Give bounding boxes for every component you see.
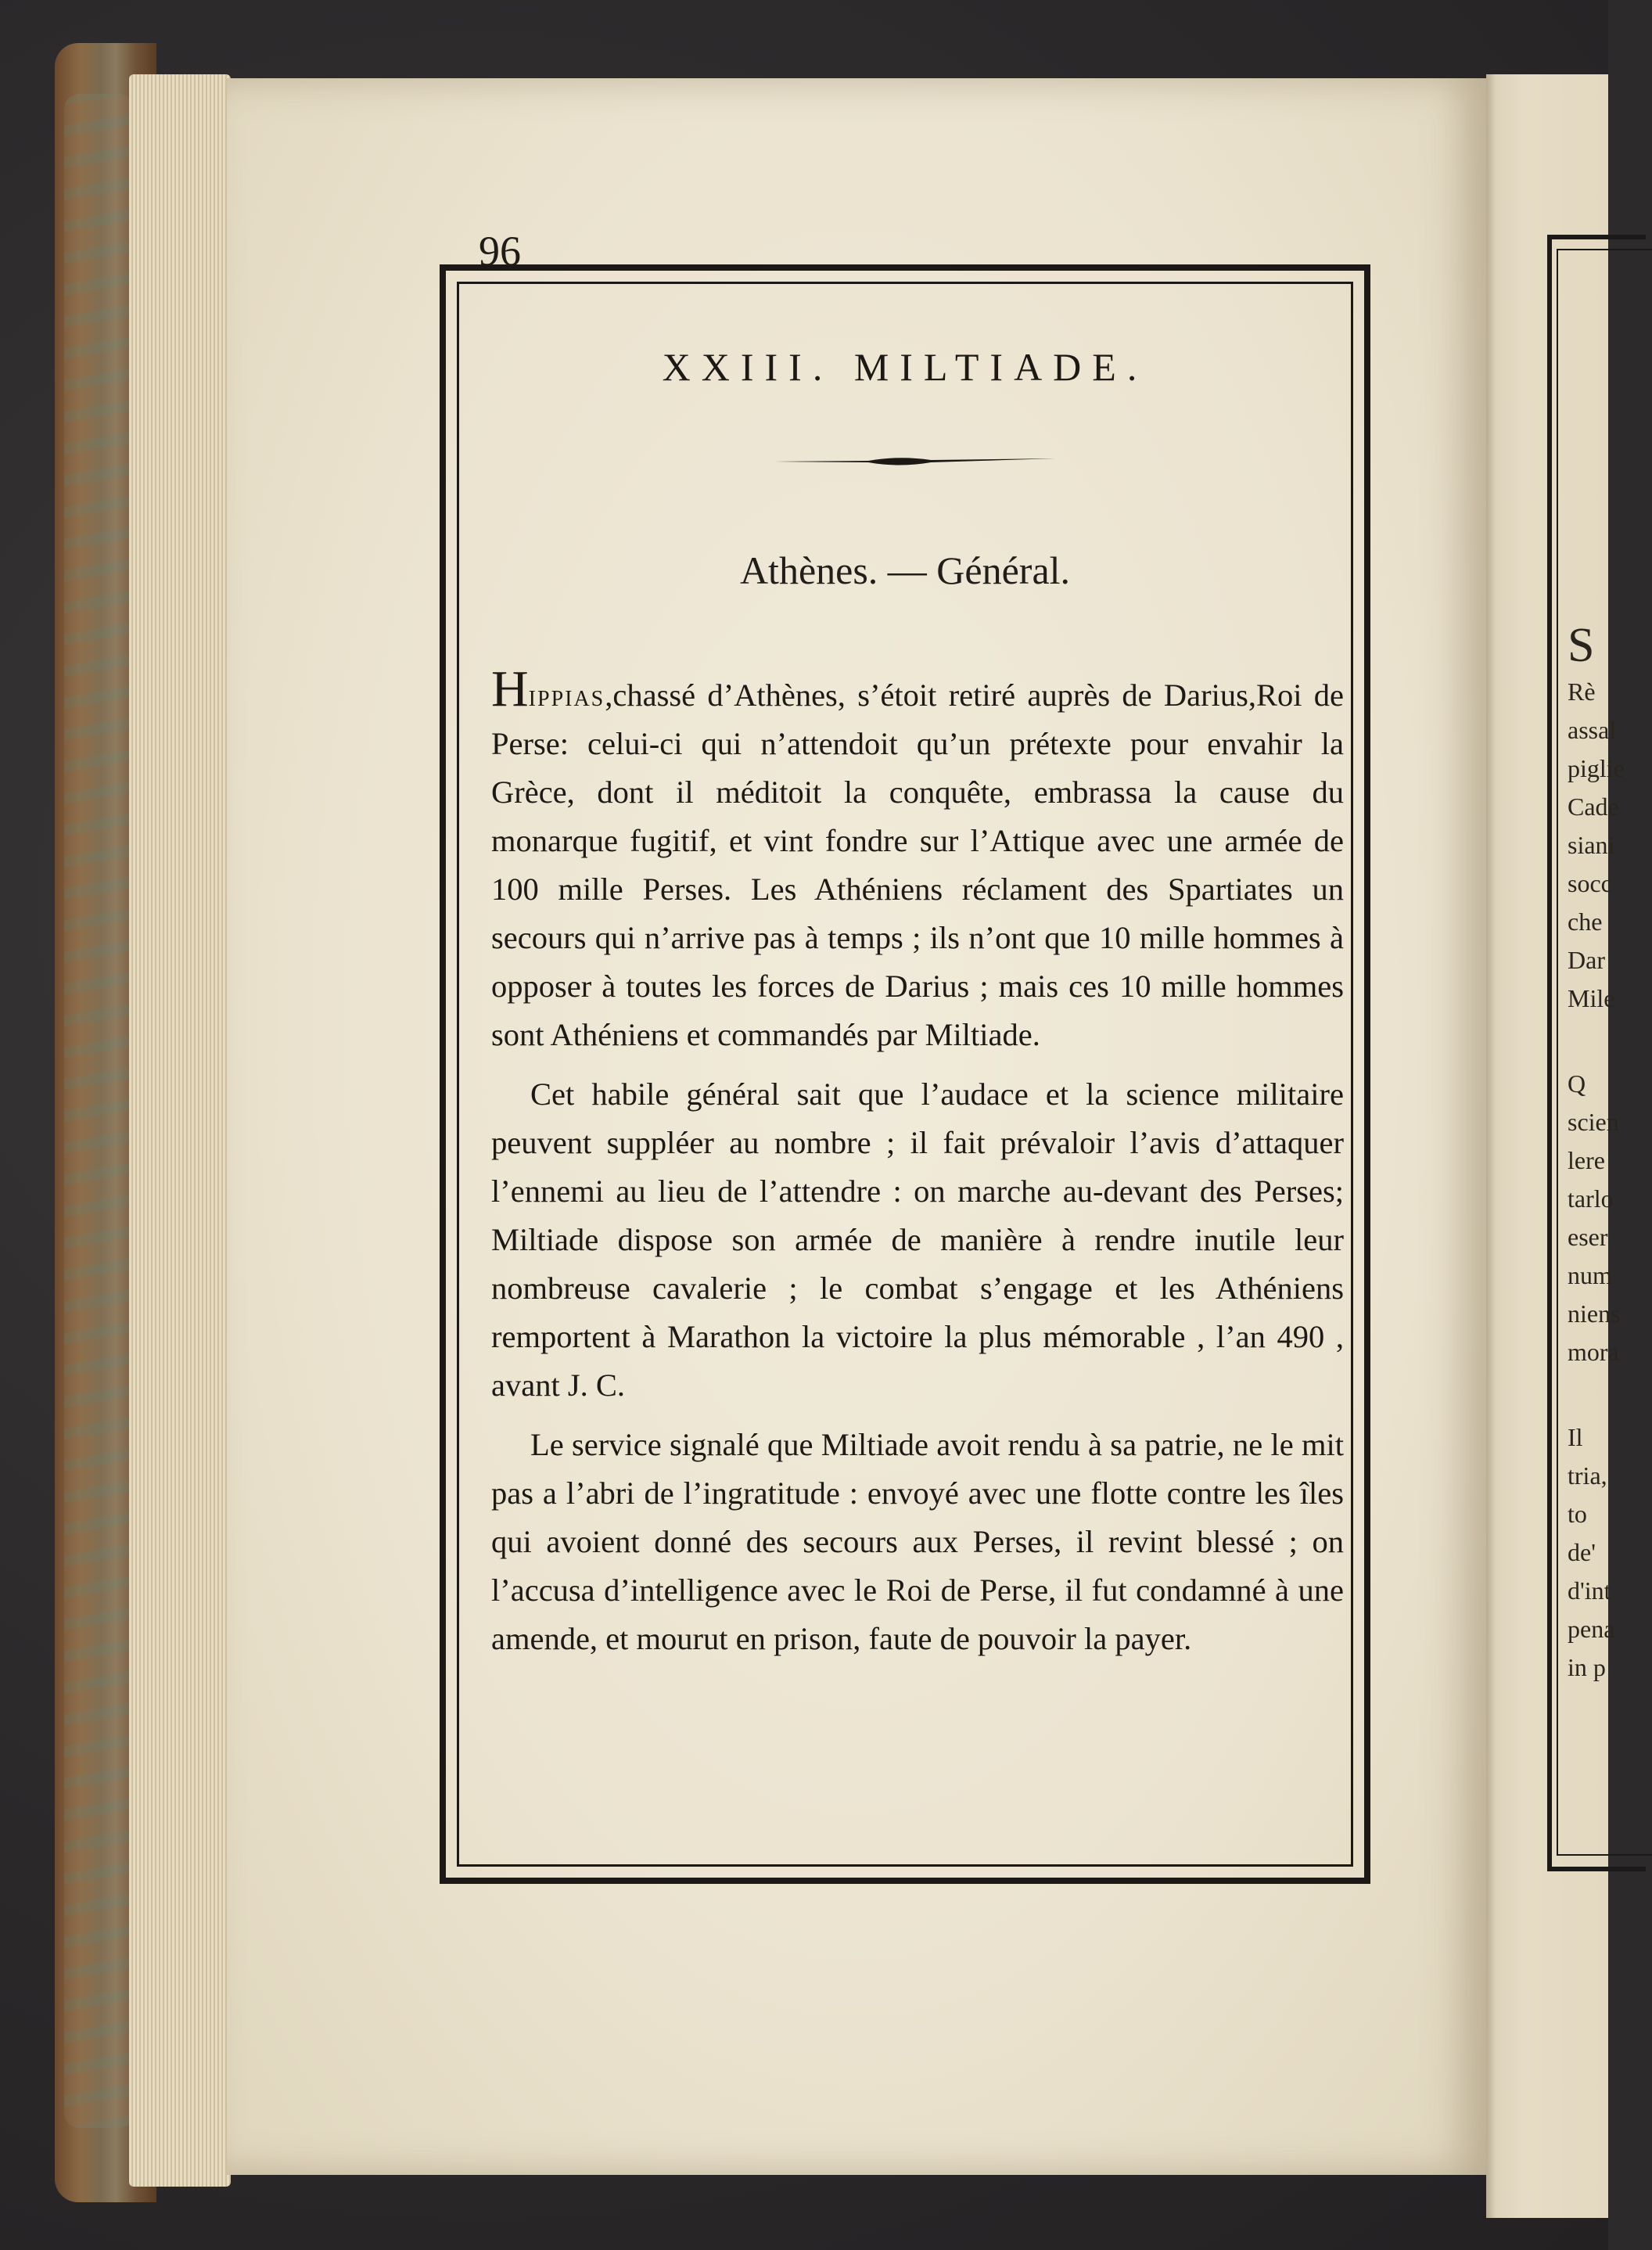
right-fragment: eser bbox=[1568, 1223, 1608, 1251]
right-fragment: che bbox=[1568, 908, 1603, 936]
paragraph-3: Le service signalé que Miltiade avoit rendu à sa patrie, ne le mit pas a l’abri de l’ingratitude : envoyé avec une flotte contre les îles qui avoient donné des secours aux Perses, il revint blessé ; on l’accusa d’intelligence avec le Roi de Perse, il fut condamné à une amende, et mourut en prison, faute de pouvoir la payer. bbox=[491, 1427, 1344, 1656]
page-number: 96 bbox=[479, 228, 521, 275]
right-fragment: Rè bbox=[1568, 678, 1596, 706]
right-fragment: scien bbox=[1568, 1108, 1619, 1136]
right-fragment: tria, bbox=[1568, 1461, 1607, 1490]
page-edges bbox=[129, 74, 231, 2187]
chapter-subtitle: Athènes. — Général. bbox=[739, 548, 1071, 592]
body-text bbox=[491, 660, 1344, 1674]
right-fragment: pena bbox=[1568, 1615, 1615, 1643]
right-page-dropcap: S bbox=[1568, 619, 1595, 672]
right-fragment: siani bbox=[1568, 831, 1615, 859]
chapter-title: XXIII. MILTIADE. bbox=[662, 345, 1148, 389]
right-fragment: tarlo bbox=[1568, 1184, 1614, 1213]
right-fragment: Mile bbox=[1568, 984, 1615, 1012]
right-fragment: in p bbox=[1568, 1653, 1606, 1681]
paragraph-1 bbox=[491, 660, 1344, 1059]
right-fragment: d'int bbox=[1568, 1576, 1611, 1605]
right-fragment: lere bbox=[1568, 1146, 1605, 1174]
right-page-text bbox=[1568, 618, 1625, 1687]
right-fragment: niens bbox=[1568, 1299, 1621, 1328]
ornament-rule bbox=[774, 454, 1056, 469]
right-gap bbox=[1568, 1018, 1614, 1065]
paragraph-2: Cet habile général sait que l’audace et la science militaire peuvent suppléer au nombre ; il fait prévaloir l’avis d’attaquer l’ennemi au lieu de l’attendre : on marche au-devant des Perses; Miltiade dispose son armée de manière à rendre inutile leur nombreuse cavalerie ; le combat s’engage et les Athéniens remportent à Marathon la victoire la plus mémorable , l’an 490 , avant J. C. bbox=[491, 1076, 1344, 1403]
right-fragment: Q bbox=[1568, 1069, 1586, 1098]
right-fragment: num bbox=[1568, 1261, 1612, 1289]
right-fragment: de' bbox=[1568, 1538, 1596, 1566]
right-fragment: socc bbox=[1568, 869, 1612, 897]
right-fragment: assal bbox=[1568, 716, 1617, 744]
right-fragment: Dar bbox=[1568, 946, 1605, 974]
paragraph-1-text: ,chassé d’Athènes, s’étoit retiré auprès de Darius,Roi de Perse: celui-ci qui n’attendoit qu’un prétexte pour envahir la Grèce, dont il méditoit la conquête, embrassa la cause du monarque fugitif, et vint fondre sur l’Attique avec une armée de 100 mille Perses. Les Athéniens réclament des Spartiates un secours qui n’arrive pas à temps ; ils n’ont que 10 mille hommes à opposer à toutes les forces de Darius ; mais ces 10 mille hommes sont Athéniens et commandés par Miltiade. bbox=[491, 678, 1344, 1052]
drop-cap: H bbox=[491, 660, 529, 717]
lead-word: ippias bbox=[528, 678, 605, 713]
right-fragment: Cade bbox=[1568, 793, 1619, 821]
right-fragment: Il bbox=[1568, 1423, 1583, 1451]
right-fragment: piglie bbox=[1568, 754, 1625, 782]
marbled-cover bbox=[64, 94, 135, 2128]
right-fragment: mora bbox=[1568, 1338, 1619, 1366]
right-gap bbox=[1568, 1371, 1614, 1418]
right-fragment: to bbox=[1568, 1500, 1587, 1528]
